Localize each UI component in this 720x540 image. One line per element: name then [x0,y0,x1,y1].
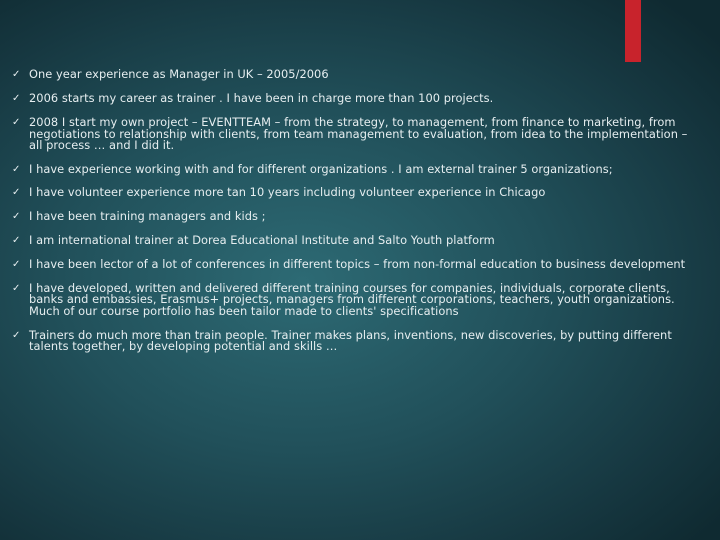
list-item [12,69,702,81]
check-icon: ✓ [12,93,21,104]
bullet-text: I have developed, written and delivered different training courses for companies, individuals, corporate clients, banks and embassies, Erasmus+ projects, managers from different corporations, teachers, youth organizations. Much of our course portfolio has been tailor made to clients' specifications [29,280,675,318]
list-item [12,161,702,176]
list-item [12,93,702,105]
bullet-text: Trainers do much more than train people. Trainer makes plans, inventions, new discoveries, by putting different talents together, by developing potential and skills … [29,327,672,354]
list-item [12,327,702,354]
bullet-text: I am international trainer at Dorea Educational Institute and Salto Youth platform [29,232,495,247]
bullet-text: 2008 I start my own project – EVENTTEAM – from the strategy, to management, from finance to marketing, from negotiations to relationship with clients, from team management to evaluation, from idea to the implementation – all process … and I did it. [29,115,688,153]
list-item [12,256,702,271]
check-icon: ✓ [12,329,21,341]
list-item [12,208,702,223]
check-icon: ✓ [12,258,21,270]
check-icon: ✓ [12,117,21,128]
list-item [12,184,702,199]
list-item [12,232,702,247]
bullet-text: I have been training managers and kids ; [29,208,266,223]
check-icon: ✓ [12,186,21,198]
check-icon: ✓ [12,163,21,175]
check-icon: ✓ [12,210,21,222]
bullet-text: I have volunteer experience more tan 10 years including volunteer experience in Chicago [29,184,546,199]
bullet-text: I have been lector of a lot of conferences in different topics – from non-formal education to business development [29,256,686,271]
bullet-text: One year experience as Manager in UK – 2005/2006 [29,67,329,81]
bullet-list [12,69,702,353]
bullet-text: 2006 starts my career as trainer . I have been in charge more than 100 projects. [29,91,494,105]
check-icon: ✓ [12,234,21,246]
check-icon: ✓ [12,69,21,80]
list-item [12,280,702,318]
list-item [12,117,702,152]
accent-bar [625,0,641,62]
bullet-text: I have experience working with and for different organizations . I am external trainer 5 organizations; [29,161,613,176]
check-icon: ✓ [12,282,21,294]
